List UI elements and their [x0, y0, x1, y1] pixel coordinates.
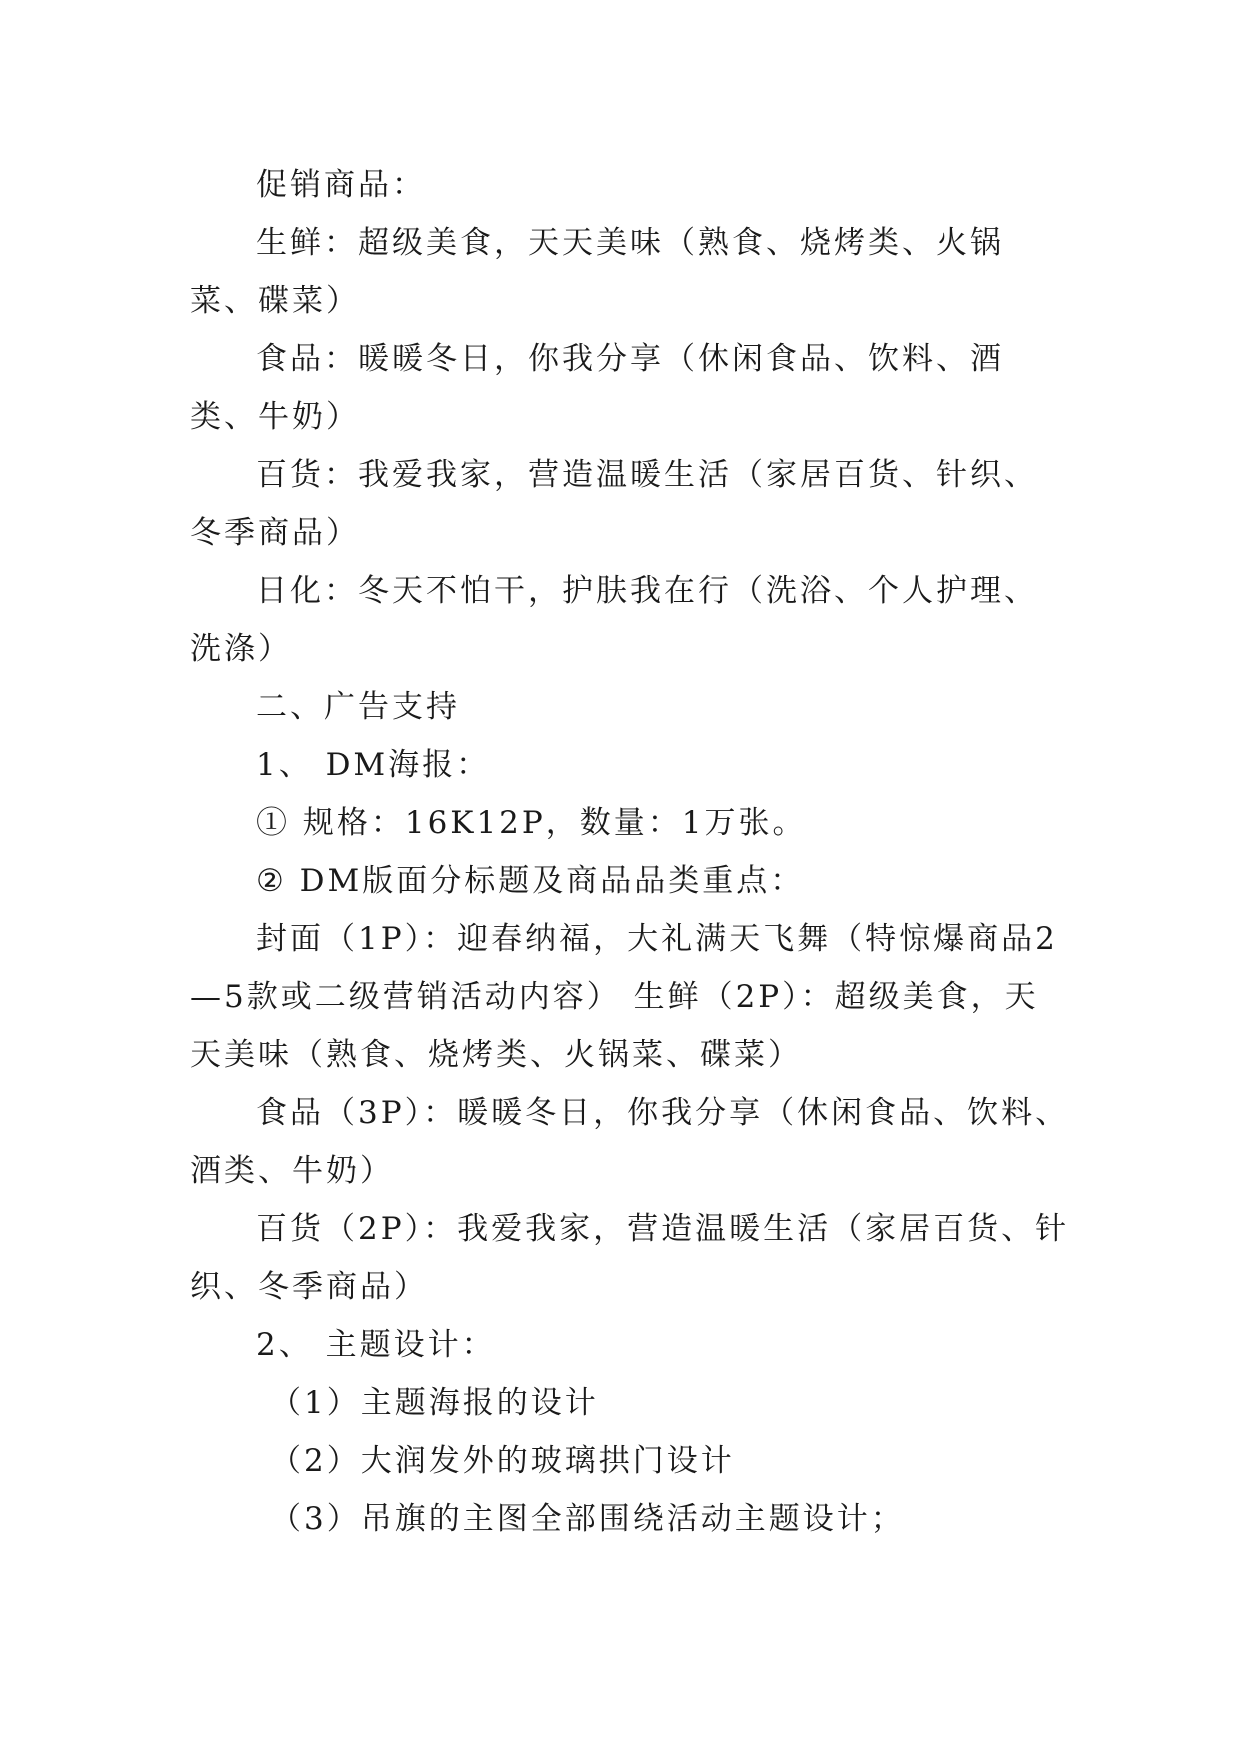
document-body	[190, 156, 1070, 1548]
item-spec: ① 规格：16K12P，数量：1万张。	[256, 805, 807, 841]
sub-item-glass-arch: （2）大润发外的玻璃拱门设计	[270, 1443, 735, 1479]
paragraph-merchandise-2p: 百货（2P）：我爱我家，营造温暖生活（家居百货、针织、冬季商品）	[190, 1211, 1070, 1305]
sub-item-theme-poster: （1）主题海报的设计	[270, 1385, 599, 1421]
item-theme-design: 2、 主题设计：	[256, 1327, 496, 1363]
paragraph-fresh: 生鲜：超级美食，天天美味（熟食、烧烤类、火锅菜、碟菜）	[190, 225, 1004, 319]
paragraph-food-3p: 食品（3P）：暖暖冬日，你我分享（休闲食品、饮料、酒类、牛奶）	[190, 1095, 1070, 1189]
paragraph-promo-heading: 促销商品：	[256, 167, 426, 203]
item-dm-layout: ② DM版面分标题及商品品类重点：	[256, 863, 805, 899]
sub-item-hanging-flags: （3）吊旗的主图全部围绕活动主题设计；	[270, 1501, 905, 1537]
paragraph-daily-chemicals: 日化：冬天不怕干，护肤我在行（洗浴、个人护理、洗涤）	[190, 573, 1038, 667]
item-dm-poster: 1、 DM海报：	[256, 747, 491, 783]
paragraph-general-merchandise: 百货：我爱我家，营造温暖生活（家居百货、针织、冬季商品）	[190, 457, 1038, 551]
section-heading-ad-support: 二、广告支持	[256, 689, 460, 725]
paragraph-food: 食品：暖暖冬日，你我分享（休闲食品、饮料、酒类、牛奶）	[190, 341, 1004, 435]
paragraph-cover-and-fresh: 封面（1P）：迎春纳福，大礼满天飞舞（特惊爆商品2—5款或二级营销活动内容） 生鲜（2P）：超级美食，天天美味（熟食、烧烤类、火锅菜、碟菜）	[190, 921, 1058, 1073]
